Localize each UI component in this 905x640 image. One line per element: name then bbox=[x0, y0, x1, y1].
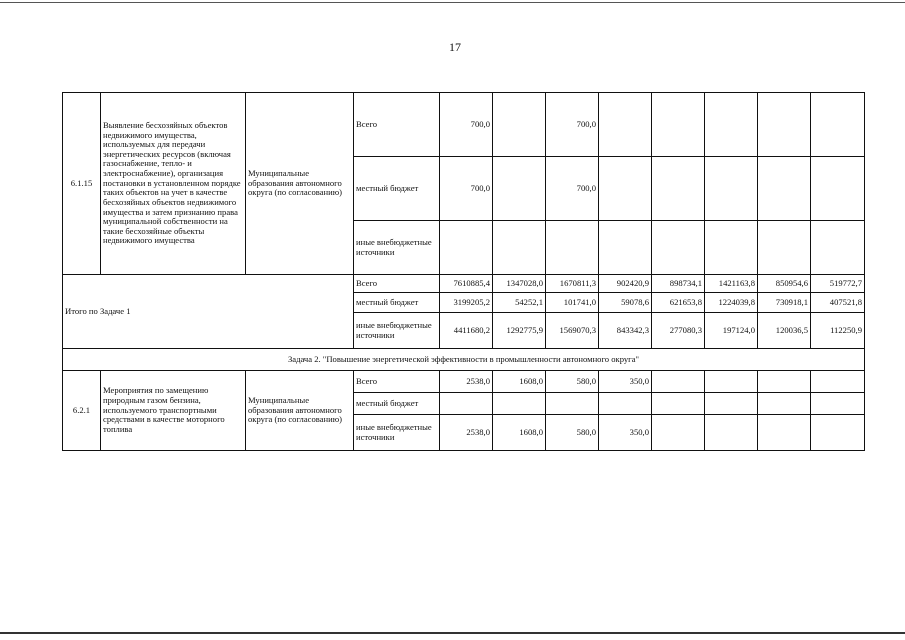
value-cell bbox=[493, 157, 546, 221]
value-cell bbox=[652, 393, 705, 415]
value-cell: 621653,8 bbox=[652, 293, 705, 313]
row-code: 6.1.15 bbox=[63, 93, 101, 275]
funding-source: иные внебюджетные источники bbox=[354, 415, 440, 451]
value-cell bbox=[652, 371, 705, 393]
value-cell: 350,0 bbox=[599, 415, 652, 451]
event-name: Мероприятия по замещению природным газом бензина, используемого транспортными средствами в качестве моторного топлива bbox=[101, 371, 246, 451]
value-cell: 1569070,3 bbox=[546, 313, 599, 349]
value-cell: 59078,6 bbox=[599, 293, 652, 313]
value-cell bbox=[652, 415, 705, 451]
task-title: Задача 2. "Повышение энергетической эффективности в промышленности автономного округа" bbox=[63, 349, 865, 371]
row-code: 6.2.1 bbox=[63, 371, 101, 451]
value-cell: 730918,1 bbox=[758, 293, 811, 313]
table-row bbox=[63, 93, 865, 157]
funding-source: иные внебюджетные источники bbox=[354, 313, 440, 349]
value-cell bbox=[546, 221, 599, 275]
funding-source: местный бюджет bbox=[354, 393, 440, 415]
value-cell: 54252,1 bbox=[493, 293, 546, 313]
value-cell bbox=[599, 393, 652, 415]
task-header-row bbox=[63, 349, 865, 371]
value-cell: 4411680,2 bbox=[440, 313, 493, 349]
value-cell bbox=[705, 371, 758, 393]
value-cell bbox=[811, 371, 865, 393]
value-cell: 843342,3 bbox=[599, 313, 652, 349]
value-cell bbox=[705, 93, 758, 157]
value-cell bbox=[440, 393, 493, 415]
value-cell: 1347028,0 bbox=[493, 275, 546, 293]
value-cell: 101741,0 bbox=[546, 293, 599, 313]
total-row bbox=[63, 275, 865, 293]
funding-source: иные внебюджетные источники bbox=[354, 221, 440, 275]
value-cell bbox=[599, 157, 652, 221]
value-cell: 1421163,8 bbox=[705, 275, 758, 293]
value-cell: 1224039,8 bbox=[705, 293, 758, 313]
value-cell: 700,0 bbox=[440, 157, 493, 221]
value-cell: 902420,9 bbox=[599, 275, 652, 293]
value-cell: 700,0 bbox=[440, 93, 493, 157]
value-cell bbox=[652, 157, 705, 221]
value-cell bbox=[493, 221, 546, 275]
value-cell: 519772,7 bbox=[811, 275, 865, 293]
value-cell bbox=[758, 393, 811, 415]
value-cell: 1670811,3 bbox=[546, 275, 599, 293]
value-cell bbox=[758, 371, 811, 393]
value-cell bbox=[758, 93, 811, 157]
budget-table bbox=[62, 92, 865, 451]
value-cell: 197124,0 bbox=[705, 313, 758, 349]
value-cell: 700,0 bbox=[546, 93, 599, 157]
value-cell: 1608,0 bbox=[493, 415, 546, 451]
page-number: 17 bbox=[449, 40, 461, 54]
value-cell bbox=[811, 415, 865, 451]
value-cell bbox=[811, 221, 865, 275]
value-cell: 7610885,4 bbox=[440, 275, 493, 293]
value-cell: 407521,8 bbox=[811, 293, 865, 313]
value-cell bbox=[758, 157, 811, 221]
total-label: Итого по Задаче 1 bbox=[63, 275, 354, 349]
value-cell: 2538,0 bbox=[440, 415, 493, 451]
funding-source: Всего bbox=[354, 93, 440, 157]
value-cell bbox=[811, 157, 865, 221]
value-cell bbox=[811, 393, 865, 415]
executor: Муниципальные образования автономного округа (по согласованию) bbox=[246, 93, 354, 275]
value-cell: 350,0 bbox=[599, 371, 652, 393]
value-cell: 277080,3 bbox=[652, 313, 705, 349]
value-cell bbox=[652, 93, 705, 157]
value-cell: 1608,0 bbox=[493, 371, 546, 393]
value-cell: 700,0 bbox=[546, 157, 599, 221]
value-cell: 2538,0 bbox=[440, 371, 493, 393]
value-cell: 580,0 bbox=[546, 415, 599, 451]
value-cell bbox=[758, 415, 811, 451]
executor: Муниципальные образования автономного округа (по согласованию) bbox=[246, 371, 354, 451]
scan-edge-bottom bbox=[0, 632, 905, 634]
value-cell bbox=[811, 93, 865, 157]
value-cell bbox=[652, 221, 705, 275]
event-name: Выявление бесхозяйных объектов недвижимого имущества, используемых для передачи энергетических ресурсов (включая газоснабжение, тепло- и электроснабжение), организация постановки в установленном порядке таких объектов на учет в качестве бесхозяйных объектов недвижимого имущества и затем признанию права муниципальной собственности на такие бесхозяйные объекты недвижимого имущества bbox=[101, 93, 246, 275]
funding-source: Всего bbox=[354, 275, 440, 293]
table-row bbox=[63, 371, 865, 393]
value-cell bbox=[440, 221, 493, 275]
value-cell bbox=[599, 93, 652, 157]
value-cell bbox=[599, 221, 652, 275]
funding-source: местный бюджет bbox=[354, 157, 440, 221]
funding-source: местный бюджет bbox=[354, 293, 440, 313]
value-cell bbox=[705, 393, 758, 415]
value-cell bbox=[546, 393, 599, 415]
value-cell bbox=[758, 221, 811, 275]
value-cell bbox=[493, 393, 546, 415]
value-cell: 112250,9 bbox=[811, 313, 865, 349]
scan-edge-top bbox=[0, 2, 905, 3]
value-cell: 898734,1 bbox=[652, 275, 705, 293]
value-cell: 850954,6 bbox=[758, 275, 811, 293]
value-cell bbox=[705, 157, 758, 221]
value-cell bbox=[705, 415, 758, 451]
value-cell: 120036,5 bbox=[758, 313, 811, 349]
value-cell bbox=[705, 221, 758, 275]
value-cell: 3199205,2 bbox=[440, 293, 493, 313]
value-cell: 1292775,9 bbox=[493, 313, 546, 349]
value-cell bbox=[493, 93, 546, 157]
funding-source: Всего bbox=[354, 371, 440, 393]
value-cell: 580,0 bbox=[546, 371, 599, 393]
